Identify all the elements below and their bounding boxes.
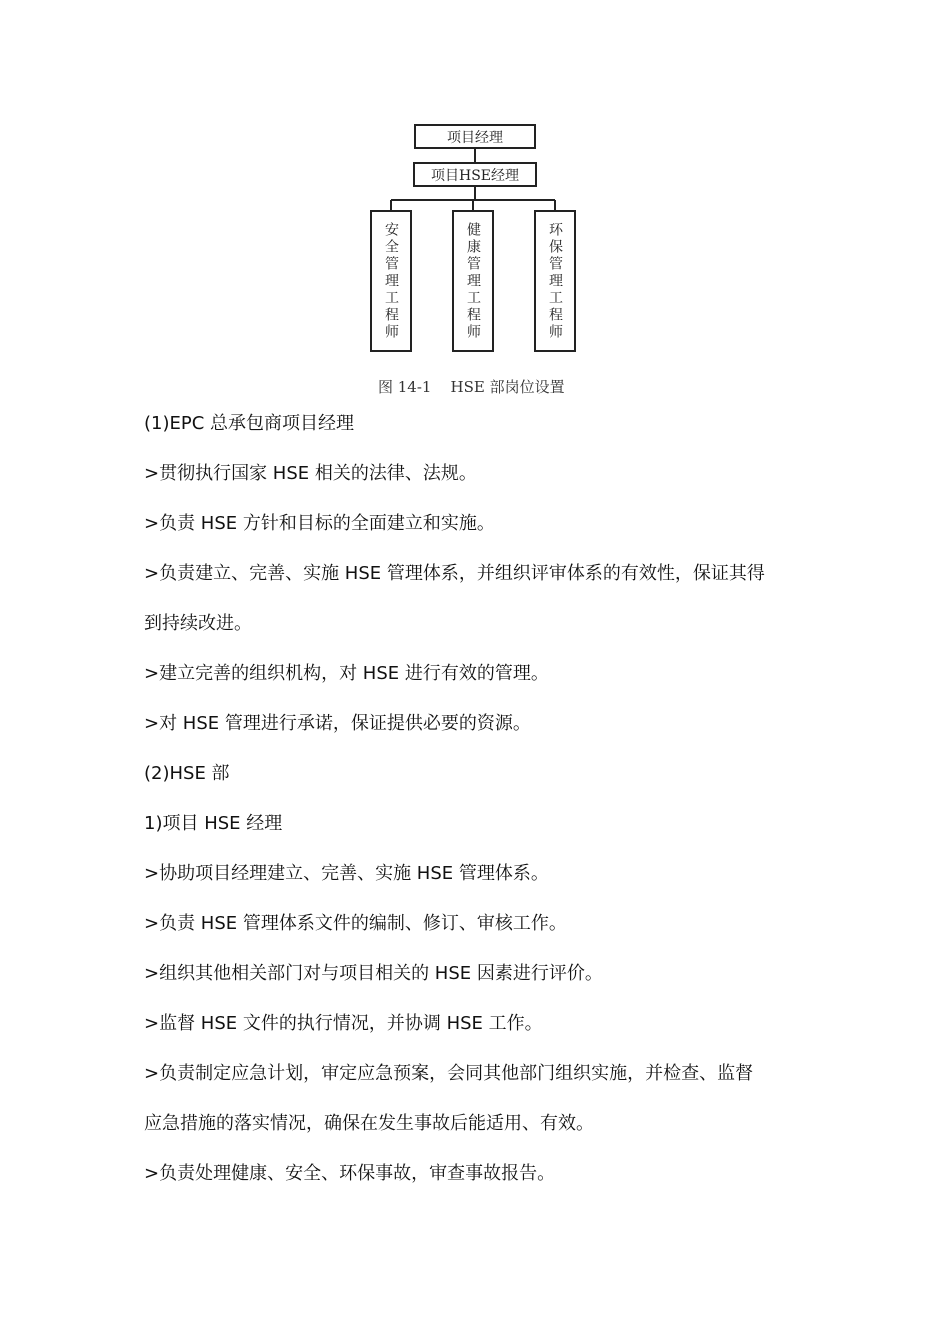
paragraph: >建立完善的组织机构，对 HSE 进行有效的管理。 — [144, 663, 549, 684]
paragraph: >协助项目经理建立、完善、实施 HSE 管理体系。 — [144, 863, 549, 884]
box-project-manager: 项目经理 — [414, 124, 536, 149]
box-project-hse-manager: 项目HSE经理 — [413, 162, 537, 187]
paragraph: (2)HSE 部 — [144, 763, 230, 784]
box-environment-engineer: 环保管理工程师 — [534, 210, 576, 352]
paragraph: >负责 HSE 管理体系文件的编制、修订、审核工作。 — [144, 913, 567, 934]
paragraph: >负责 HSE 方针和目标的全面建立和实施。 — [144, 513, 495, 534]
paragraph: (1)EPC 总承包商项目经理 — [144, 413, 355, 434]
paragraph: >贯彻执行国家 HSE 相关的法律、法规。 — [144, 463, 477, 484]
paragraph: >负责制定应急计划，审定应急预案，会同其他部门组织实施，并检查、监督 — [144, 1063, 754, 1084]
paragraph: 到持续改进。 — [144, 613, 252, 634]
paragraph: >负责处理健康、安全、环保事故，审查事故报告。 — [144, 1163, 556, 1184]
box-safety-engineer: 安全管理工程师 — [370, 210, 412, 352]
paragraph: >监督 HSE 文件的执行情况，并协调 HSE 工作。 — [144, 1013, 543, 1034]
paragraph: 1)项目 HSE 经理 — [144, 813, 283, 834]
paragraph: >组织其他相关部门对与项目相关的 HSE 因素进行评价。 — [144, 963, 603, 984]
paragraph: >负责建立、完善、实施 HSE 管理体系，并组织评审体系的有效性，保证其得 — [144, 563, 765, 584]
paragraph: 应急措施的落实情况，确保在发生事故后能适用、有效。 — [144, 1113, 594, 1134]
paragraph: >对 HSE 管理进行承诺，保证提供必要的资源。 — [144, 713, 531, 734]
org-chart-figure — [360, 118, 590, 368]
figure-caption: 图 14-1 HSE 部岗位设置 — [378, 378, 565, 396]
box-health-engineer: 健康管理工程师 — [452, 210, 494, 352]
